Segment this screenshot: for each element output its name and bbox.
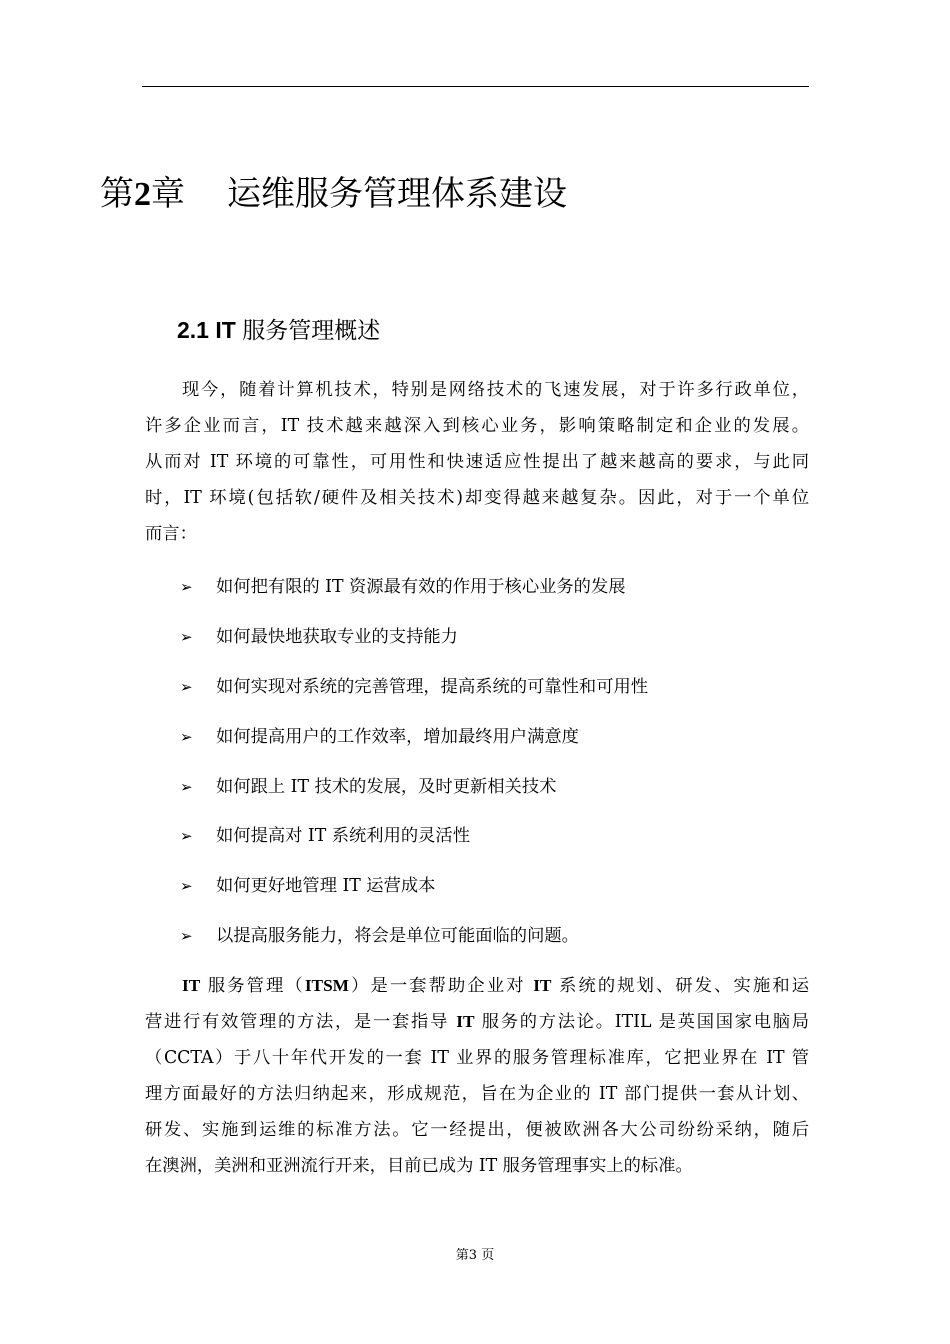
list-item-text: 如何把有限的 IT 资源最有效的作用于核心业务的发展	[216, 577, 626, 597]
chapter-heading	[100, 168, 567, 221]
intro-line: 而言：	[145, 524, 197, 544]
itsm-text: 营进行有效管理的方法，是一套指导	[145, 1012, 457, 1032]
list-item	[180, 718, 648, 768]
itsm-line	[145, 1004, 809, 1040]
itsm-line: 在澳洲，美洲和亚洲流行开来，目前已成为 IT 服务管理事实上的标准。	[145, 1156, 693, 1176]
intro-line: 现今，随着计算机技术，特别是网络技术的飞速发展，对于许多行政单位，	[182, 380, 809, 400]
question-list	[180, 568, 648, 967]
itsm-line: 理方面最好的方法归纳起来，形成规范，旨在为企业的 IT 部门提供一套从计划、	[145, 1084, 809, 1104]
chapter-label-prefix: 第	[100, 174, 134, 214]
itsm-text: 服务管理（	[200, 976, 305, 996]
itsm-text: 服务的方法论。ITIL 是英国国家电脑局	[474, 1012, 809, 1032]
list-item-text: 如何提高用户的工作效率，增加最终用户满意度	[216, 726, 579, 747]
itsm-bold-term: IT	[533, 976, 552, 995]
chapter-title: 运维服务管理体系建设	[227, 174, 567, 214]
itsm-bold-term: ITSM	[304, 976, 349, 995]
arrow-bullet-icon: ➢	[180, 777, 193, 796]
list-item-text: 如何实现对系统的完善管理，提高系统的可靠性和可用性	[216, 676, 649, 697]
itsm-line	[145, 968, 809, 1004]
list-item	[180, 768, 648, 818]
itsm-bold-term: IT	[182, 976, 201, 995]
itsm-text: ）是一套帮助企业对	[349, 976, 534, 996]
arrow-bullet-icon: ➢	[180, 877, 193, 896]
arrow-bullet-icon: ➢	[180, 927, 193, 946]
intro-line: 时，IT 环境(包括软/硬件及相关技术)却变得越来越复杂。因此，对于一个单位	[145, 488, 809, 508]
header-rule	[142, 86, 809, 87]
itsm-line: 研发、实施到运维的标准方法。它一经提出，便被欧洲各大公司纷纷采纳，随后	[145, 1120, 809, 1140]
itsm-paragraph	[145, 968, 809, 1184]
list-item	[180, 867, 648, 917]
section-number: 2.1 IT	[177, 317, 236, 343]
list-item-text: 如何最快地获取专业的支持能力	[216, 626, 458, 647]
arrow-bullet-icon: ➢	[180, 827, 193, 846]
itsm-bold-term: IT	[456, 1012, 475, 1031]
page-number: 第3 页	[455, 1248, 495, 1263]
itsm-text: 系统的规划、研发、实施和运	[551, 976, 810, 996]
list-item-text: 如何跟上 IT 技术的发展，及时更新相关技术	[216, 776, 557, 797]
list-item	[180, 668, 648, 718]
intro-line: 许多企业而言，IT 技术越来越深入到核心业务，影响策略制定和企业的发展。	[145, 416, 809, 436]
section-title: 服务管理概述	[235, 317, 381, 343]
list-item-text: 以提高服务能力，将会是单位可能面临的问题。	[216, 926, 579, 947]
list-item-text: 如何更好地管理 IT 运营成本	[216, 876, 436, 897]
list-item	[180, 618, 648, 668]
list-item	[180, 568, 648, 618]
arrow-bullet-icon: ➢	[180, 727, 193, 746]
section-heading	[177, 310, 380, 350]
arrow-bullet-icon: ➢	[180, 627, 193, 646]
chapter-label-suffix: 章	[151, 174, 185, 214]
itsm-line: （CCTA）于八十年代开发的一套 IT 业界的服务管理标准库，它把业界在 IT 管	[145, 1048, 809, 1068]
list-item	[180, 917, 648, 967]
list-item	[180, 817, 648, 867]
list-item-text: 如何提高对 IT 系统利用的灵活性	[216, 826, 470, 847]
arrow-bullet-icon: ➢	[180, 677, 193, 696]
intro-line: 从而对 IT 环境的可靠性，可用性和快速适应性提出了越来越高的要求，与此同	[145, 452, 809, 472]
intro-paragraph	[145, 372, 809, 552]
arrow-bullet-icon: ➢	[180, 578, 193, 596]
chapter-number: 2	[134, 176, 151, 213]
